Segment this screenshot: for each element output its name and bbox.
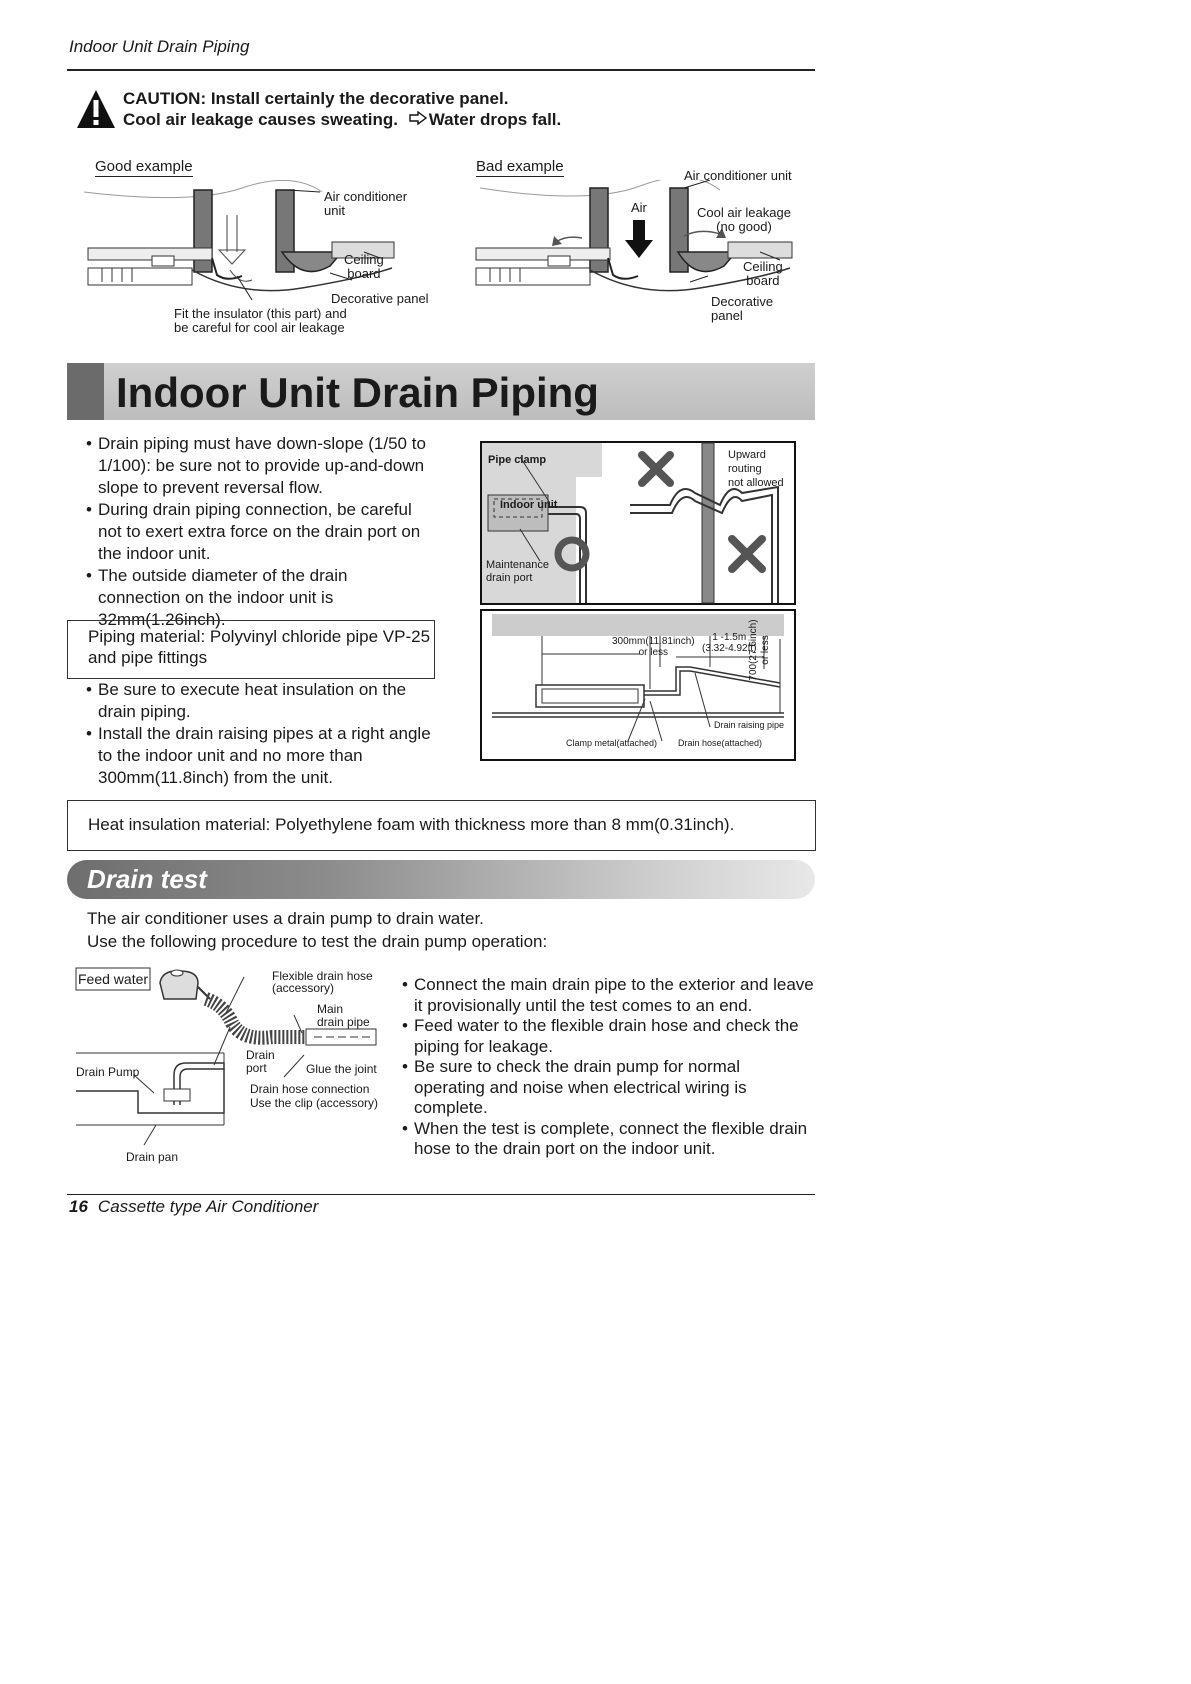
flexible-hose-label: Flexible drain hose (accessory) bbox=[272, 969, 373, 995]
footer-rule bbox=[67, 1194, 815, 1195]
good-panel-label: Decorative panel bbox=[331, 291, 429, 306]
good-insulator-label: Fit the insulator (this part) and be careful for cool air leakage bbox=[174, 306, 347, 335]
length-label: 1 -1.5m (3.32-4.92ft) bbox=[702, 632, 757, 654]
footer bbox=[69, 1197, 318, 1217]
drain-hose-label: Drain hose(attached) bbox=[678, 738, 763, 748]
drain-pump-label: Drain Pump bbox=[76, 1065, 140, 1079]
page-number: 16 bbox=[69, 1197, 88, 1216]
drain-test-intro: The air conditioner uses a drain pump to drain water. Use the following procedure to test the drain pump operation: bbox=[87, 909, 548, 951]
drain-pan-label: Drain pan bbox=[126, 1150, 179, 1164]
piping-material-text: Piping material: Polyvinyl chloride pipe VP-25 and pipe fittings bbox=[88, 627, 431, 667]
bad-ceiling-label: Ceiling board bbox=[743, 259, 783, 288]
upward-routing-label: Upward routing not allowed bbox=[728, 449, 784, 489]
list-item: • During drain piping connection, be careful not to exert extra force on the drain port on the indoor unit. bbox=[86, 499, 434, 565]
drain-test-title: Drain test bbox=[87, 864, 207, 894]
heat-insulation-text: Heat insulation material: Polyethylene foam with thickness more than 8 mm(0.31inch). bbox=[88, 815, 735, 834]
caution-line-2 bbox=[123, 109, 561, 130]
pipe-clamp-label: Pipe clamp bbox=[488, 454, 547, 466]
warning-icon bbox=[75, 88, 117, 130]
good-example-title: Good example bbox=[95, 158, 193, 175]
list-item: • When the test is complete, connect the flexible drain hose to the drain port on the indoor unit. bbox=[402, 1119, 814, 1160]
section-header-block bbox=[67, 363, 104, 420]
feed-water-label: Feed water bbox=[78, 971, 149, 987]
drain-port-label: Drain port bbox=[246, 1048, 275, 1075]
bad-ac-unit-label: Air conditioner unit bbox=[684, 168, 792, 183]
insulation-bullets bbox=[86, 679, 434, 789]
header-rule bbox=[67, 69, 815, 71]
drain-test-bullets bbox=[402, 975, 814, 1160]
list-item: • Install the drain raising pipes at a right angle to the indoor unit and no more than 300mm(11.8inch) from the unit. bbox=[86, 723, 434, 789]
caution-text bbox=[123, 88, 561, 130]
caution-cause: Cool air leakage causes sweating. bbox=[123, 110, 398, 129]
list-item: • Be sure to execute heat insulation on the drain piping. bbox=[86, 679, 434, 723]
list-item: • Feed water to the flexible drain hose and check the piping for leakage. bbox=[402, 1016, 814, 1057]
raising-pipe-label: Drain raising pipe bbox=[714, 720, 785, 730]
distance-label: 300mm(11.81inch) or less bbox=[612, 636, 695, 658]
piping-material-box bbox=[67, 620, 435, 679]
main-drain-pipe-label: Main drain pipe bbox=[317, 1002, 370, 1029]
section-header bbox=[67, 363, 815, 420]
glue-joint-label: Glue the joint bbox=[306, 1062, 377, 1076]
bad-example-title: Bad example bbox=[476, 158, 564, 175]
caution-effect: Water drops fall. bbox=[428, 110, 562, 129]
indoor-unit-label: Indoor unit bbox=[500, 499, 558, 511]
running-header: Indoor Unit Drain Piping bbox=[69, 37, 250, 56]
good-ceiling-label: Ceiling board bbox=[344, 252, 384, 281]
hose-connection-label: Drain hose connection Use the clip (accessory) bbox=[250, 1082, 379, 1110]
bad-air-label: Air bbox=[631, 200, 647, 215]
list-item: • Be sure to check the drain pump for normal operating and noise when electrical wiring is complete. bbox=[402, 1057, 814, 1119]
drain-test-header bbox=[67, 860, 815, 899]
bad-panel-label: Decorative panel bbox=[711, 294, 774, 323]
drain-piping-bullets bbox=[86, 433, 434, 631]
arrow-right-icon bbox=[409, 111, 427, 125]
bad-leak-label: Cool air leakage (no good) bbox=[697, 205, 791, 234]
list-item: • Connect the main drain pipe to the exterior and leave it provisionally until the test comes to an end. bbox=[402, 975, 814, 1016]
maintenance-port-label: Maintenance drain port bbox=[486, 559, 549, 584]
height-label: 700(27.6inch) or less bbox=[748, 619, 771, 681]
heat-insulation-box bbox=[67, 800, 816, 851]
caution-line-1: CAUTION: Install certainly the decorative panel. bbox=[123, 89, 509, 108]
list-item: • Drain piping must have down-slope (1/50 to 1/100): be sure not to provide up-and-down slope to prevent reversal flow. bbox=[86, 433, 434, 499]
footer-title: Cassette type Air Conditioner bbox=[97, 1197, 319, 1216]
list-item: • The outside diameter of the drain connection on the indoor unit is 32mm(1.26inch). bbox=[86, 565, 434, 631]
clamp-metal-label: Clamp metal(attached) bbox=[566, 738, 658, 748]
bad-example-diagram bbox=[470, 180, 830, 330]
good-ac-unit-label: Air conditioner unit bbox=[324, 189, 408, 218]
section-title: Indoor Unit Drain Piping bbox=[116, 369, 599, 416]
